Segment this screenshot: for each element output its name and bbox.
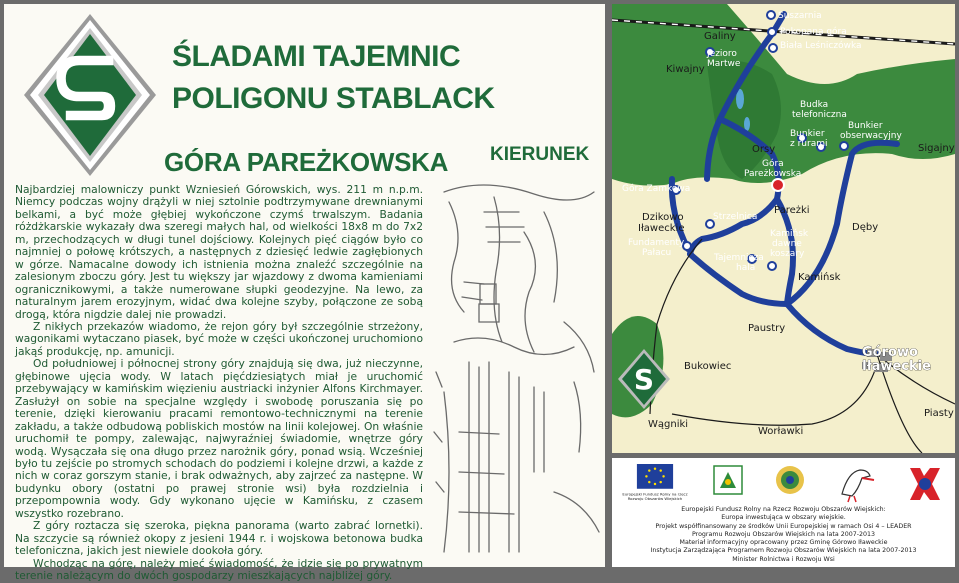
svg-text:S: S: [633, 363, 655, 396]
label-strzelnica: Strzelnica: [713, 212, 758, 222]
title-line-1: ŚLADAMI TAJEMNIC: [172, 40, 461, 73]
label-gora: Góra: [762, 159, 784, 169]
label-palacu: Pałacu: [642, 248, 672, 258]
tunnel-sketch-drawing: [424, 172, 606, 567]
logos-row: [620, 464, 950, 508]
road: [672, 364, 877, 425]
label-gora-zamkowa: Góra Zamkowa: [622, 184, 691, 194]
label-ilaweckie-d: Iławeckie: [638, 223, 685, 234]
stork-logo-icon: [832, 464, 878, 504]
label-bukowiec: Bukowiec: [684, 361, 732, 372]
leader-logo-icon: [710, 464, 746, 504]
funding-line: Minister Rolnictwa i Rozwoju Wsi: [732, 555, 835, 563]
paragraph: Od południowej i północnej strony góry znajdują się dwa, już nieczynne, głębinowe ujęcia wody. W latach pięćdziesiątych miał je uruchomić przebywający w kamińskim więzieniu austriacki inżynier Alfons Kirchmayer. Zasłużył on sobie na specjalne względy i swobodę poruszania się po terenie, dzięki kierowaniu pracami remontowo-technicznymi na terenie zakładu, a także odbudową pobliskich mostów na linii kolejowej. On właśnie uruchomił te pompy, zalewając, najwyraźniej świadomie, wnętrze góry wodą. Wysączała się ona długo przez narożnik góry, ponad wsią. Wcześniej było tu zejście po stromych schodach do podziemi i kolejne drzwi, a każde z nich w coraz gorszym stanie, i brak odważnych, aby zajrzeć za następne. W budynku obory (ostatni po prawej stronie wsi) była rozdzielnia i przepompownia wody. Gdy wykonano ujęcie w Kamińsku, z czasem wszystko rozebrano.: [15, 357, 423, 520]
funding-line: Programu Rozwoju Obszarów Wiejskich na lata 2007-2013: [691, 530, 876, 538]
label-bunkier: Bunkier: [790, 129, 825, 139]
label-koszary: koszary: [770, 249, 805, 259]
label-piasty: Piasty: [924, 408, 954, 419]
label-z-rurami: z rurami: [790, 139, 828, 149]
description-text: [15, 184, 423, 583]
funding-line: Europejski Fundusz Rolny na Rzecz Rozwoju Obszarów Wiejskich:: [681, 506, 886, 513]
label-kaminsk-koszary: Kamińsk: [770, 229, 809, 239]
label-budka: Budka: [800, 100, 829, 110]
label-telefoniczna: telefoniczna: [792, 110, 847, 120]
svg-text:Europejski Fundusz Rolny na rz: Europejski Fundusz Rolny na rzecz: [622, 491, 688, 497]
funding-panel: [612, 458, 955, 567]
location-title: GÓRA PAREŻKOWSKA: [164, 147, 449, 177]
label-bunkier-obs: Bunkier: [848, 121, 883, 131]
label-sigajny: Sigajny: [918, 143, 955, 154]
paragraph: Wchodząc na górę, należy mieć świadomość, że idzie się po prywatnym terenie należącym do dwóch gospodarzy mieszkających najbliżej góry.: [15, 556, 423, 583]
funding-line: Materiał informacyjny opracowany przez Gminę Górowo Iławeckie: [679, 539, 888, 547]
funding-line: Instytucja Zarządzająca Programem Rozwoju Obszarów Wiejskich na lata 2007-2013: [650, 547, 917, 555]
svg-text:Rozwoju Obszarów Wiejskich: Rozwoju Obszarów Wiejskich: [627, 496, 683, 502]
label-ilaweckie-g: Iławeckie: [862, 359, 931, 374]
lake: [744, 117, 750, 131]
label-paustry: Paustry: [748, 323, 786, 334]
direction-label: KIERUNEK: [490, 144, 590, 165]
label-suszarnia: Suszarnia: [778, 11, 822, 21]
label-gorowo: Górowo: [862, 345, 918, 360]
label-obserwacyjny: obserwacyjny: [840, 131, 902, 141]
lgd-logo-icon: [772, 464, 808, 504]
label-parezkowska: Pareżkowska: [744, 169, 802, 179]
trail-logo-icon: [20, 10, 160, 180]
label-biala-lesniczowka: Biała Leśniczówka: [780, 41, 862, 51]
label-dawne: dawne: [772, 239, 802, 249]
label-kaminsk: Kamińsk: [798, 272, 841, 283]
map-canvas: [612, 4, 955, 453]
label-martwe: Martwe: [707, 59, 741, 69]
funding-line: Projekt współfinansowany ze środków Unii Europejskiej w ramach Osi 4 – LEADER: [655, 522, 912, 530]
eu-flag-icon: [620, 464, 690, 504]
label-orsy: Orsy: [752, 144, 776, 155]
route-map: [612, 4, 955, 453]
label-worlawki: Worławki: [758, 426, 804, 437]
funding-text: [612, 506, 955, 564]
gmina-logo-icon: [900, 464, 950, 504]
label-dzikowo: Dzikowo: [642, 212, 684, 223]
label-kiwajny: Kiwajny: [666, 64, 705, 75]
label-hala: hala: [736, 263, 756, 273]
label-jezioro: Jezioro: [707, 49, 737, 59]
paragraph: Z góry roztacza się szeroka, piękna panorama (warto zabrać lornetki). Na szczycie są również okopy z jesieni 1944 r. i wojskowa betonowa budka telefoniczna, jakich jest niewiele dookoła góry.: [15, 519, 423, 558]
paragraph: Z nikłych przekazów wiadomo, że rejon góry był szczególnie strzeżony, wagonikami wytaczano piasek, być może w części ukończonej uruchomiono jakąś produkcję, np. amunicji.: [15, 319, 423, 358]
text-panel: [4, 4, 605, 583]
paragraph: Najbardziej malowniczy punkt Wzniesień Górowskich, wys. 211 m n.p.m. Niemcy podczas wojny drążyli w niej sztolnie podtrzymywane drewnianymi belkami, a być może głębiej wykończone czymś trwalszym. Badania różdżkarskie wykazały dwa szeregi małych hal, od wielkości 18x8 m do 7x2 m, przechodzących w długi tunel dojściowy. Kolejnych pięć ciągów było co najmniej o połowę krótszych, a następnych z dziesięć ledwie zagłębionych w górze. Namacalne dowody ich istnienia można znaleźć szczególnie na zalesionym zboczu góry. Jest tu większy jar wjazdowy z dwoma kamieniami ogranicznikowymi, a także numerowane słupki geodezyjne. Na lewo, za naturalnym jarem erozyjnym, widać dwa kolejne szyby, połączone ze sobą drogą, która nigdzie dalej nie prowadzi.: [15, 183, 423, 321]
label-galiny: Galiny: [704, 31, 736, 42]
label-fundamenty: Fundamenty: [628, 238, 685, 248]
label-wagniki: Wągniki: [648, 419, 689, 430]
label-tajemnicza: Tajemnicza: [714, 253, 764, 263]
current-location-marker: [772, 179, 784, 191]
funding-line: Europa inwestująca w obszary wiejskie.: [721, 514, 846, 522]
title-line-2: POLIGONU STABLACK: [172, 82, 495, 115]
label-pokopana-gora: Pokopana góra: [780, 27, 847, 37]
label-deby: Dęby: [852, 222, 879, 233]
label-parezki: Pareżki: [774, 205, 810, 216]
